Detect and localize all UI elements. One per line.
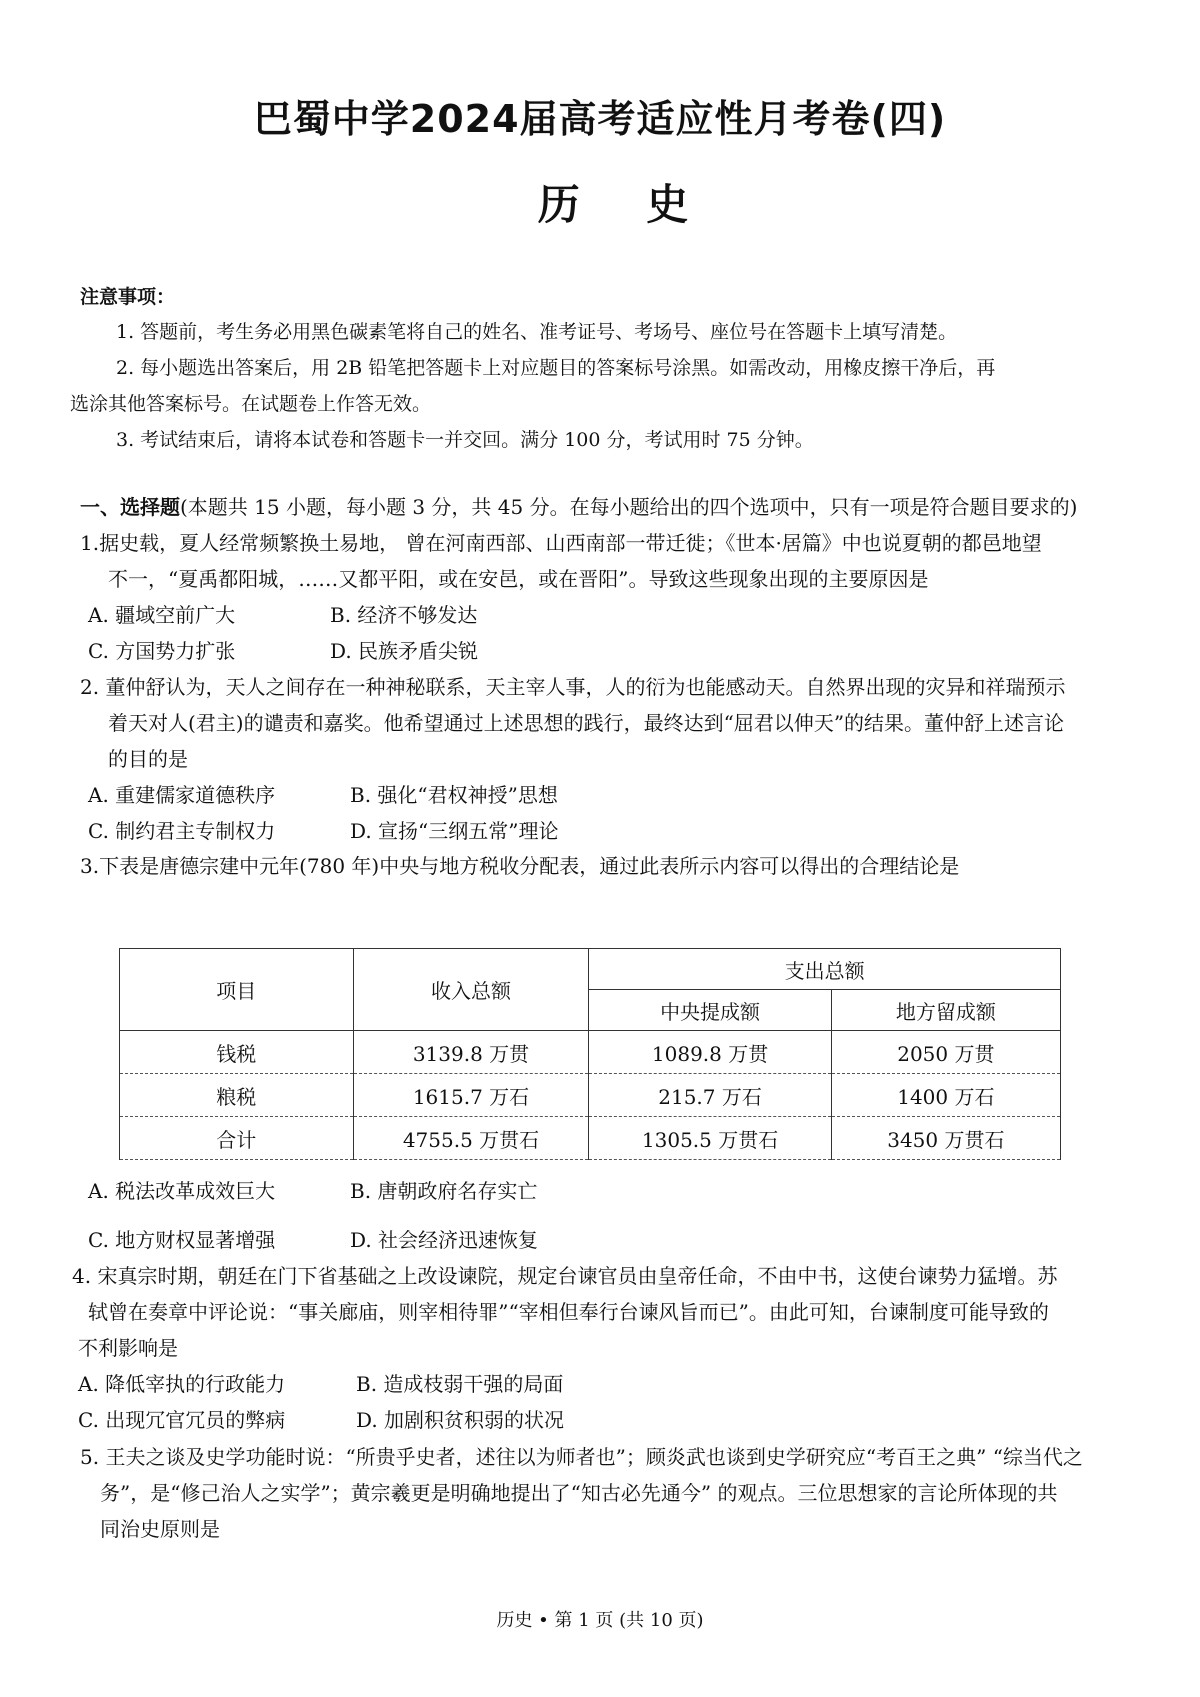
- q5-stem-line2: 务”，是“修己治人之实学”；黄宗羲更是明确地提出了“知古必先通今” 的观点。三位思想家的言论所体现的共: [100, 1481, 1058, 1505]
- header-expense: 支出总额: [589, 949, 1061, 990]
- header-item: 项目: [120, 949, 354, 1031]
- q2-option-d: D. 宣扬“三纲五常”理论: [350, 819, 559, 843]
- q1-option-d: D. 民族矛盾尖锐: [330, 639, 479, 663]
- q3-option-d: D. 社会经济迅速恢复: [350, 1228, 539, 1252]
- q4-stem-line1: 4. 宋真宗时期，朝廷在门下省基础之上改设谏院，规定台谏官员由皇帝任命，不由中书，这使台谏势力猛增。苏: [72, 1264, 1058, 1288]
- table-cell: 钱税: [120, 1031, 354, 1074]
- table-cell: 1305.5 万贯石: [589, 1117, 831, 1160]
- q4-option-b: B. 造成枝弱干强的局面: [356, 1372, 564, 1396]
- table-row: [120, 1074, 1061, 1117]
- q1-option-a: A. 疆域空前广大: [88, 603, 236, 627]
- q3-stem: 3.下表是唐德宗建中元年(780 年)中央与地方税收分配表，通过此表所示内容可以得出的合理结论是: [80, 854, 960, 878]
- header-income: 收入总额: [353, 949, 589, 1031]
- table-row: [120, 1117, 1061, 1160]
- q4-option-c: C. 出现冗官冗员的弊病: [78, 1408, 286, 1432]
- q1-stem-line1: 1.据史载，夏人经常频繁换土易地， 曾在河南西部、山西南部一带迁徙；《世本·居篇》中也说夏朝的都邑地望: [80, 531, 1042, 555]
- table-cell: 1089.8 万贯: [589, 1031, 831, 1074]
- table-cell: 4755.5 万贯石: [353, 1117, 589, 1160]
- q1-option-c: C. 方国势力扩张: [88, 639, 236, 663]
- table-cell: 3139.8 万贯: [353, 1031, 589, 1074]
- header-central: 中央提成额: [589, 990, 831, 1031]
- q2-option-b: B. 强化“君权神授”思想: [350, 783, 558, 807]
- q2-option-a: A. 重建儒家道德秩序: [88, 783, 276, 807]
- q2-stem-line3: 的目的是: [108, 747, 188, 771]
- table-cell: 2050 万贯: [831, 1031, 1060, 1074]
- q2-stem-line2: 着天对人(君主)的谴责和嘉奖。他希望通过上述思想的践行，最终达到“屈君以伸天”的结果。董仲舒上述言论: [108, 711, 1065, 735]
- notice-heading: 注意事项：: [80, 286, 176, 308]
- table-cell: 215.7 万石: [589, 1074, 831, 1117]
- q3-option-c: C. 地方财权显著增强: [88, 1228, 276, 1252]
- notice-item-1: 1. 答题前，考生务必用黑色碳素笔将自己的姓名、准考证号、考场号、座位号在答题卡上填写清楚。: [116, 321, 958, 343]
- q2-option-c: C. 制约君主专制权力: [88, 819, 276, 843]
- table-cell: 1615.7 万石: [353, 1074, 589, 1117]
- section-description: (本题共 15 小题，每小题 3 分，共 45 分。在每小题给出的四个选项中，只有一项是符合题目要求的): [180, 495, 1078, 519]
- section-title: 一、选择题: [80, 495, 180, 519]
- q2-stem-line1: 2. 董仲舒认为，天人之间存在一种神秘联系，天主宰人事，人的衍为也能感动天。自然界出现的灾异和祥瑞预示: [80, 675, 1066, 699]
- q5-stem-line1: 5. 王夫之谈及史学功能时说：“所贵乎史者，述往以为师者也”；顾炎武也谈到史学研究应“考百王之典” “综当代之: [80, 1445, 1083, 1469]
- q3-option-a: A. 税法改革成效巨大: [88, 1179, 276, 1203]
- tax-distribution-table: [119, 948, 1061, 1160]
- notice-item-3: 3. 考试结束后，请将本试卷和答题卡一并交回。满分 100 分，考试用时 75 分钟。: [116, 429, 814, 451]
- exam-title: 巴蜀中学2024届高考适应性月考卷(四): [253, 97, 947, 141]
- notice-item-2-cont: 选涂其他答案标号。在试题卷上作答无效。: [70, 393, 432, 415]
- notice-item-2: 2. 每小题选出答案后，用 2B 铅笔把答题卡上对应题目的答案标号涂黑。如需改动，用橡皮擦干净后，再: [116, 357, 996, 379]
- table-cell: 合计: [120, 1117, 354, 1160]
- header-local: 地方留成额: [831, 990, 1060, 1031]
- table-cell: 1400 万石: [831, 1074, 1060, 1117]
- q1-option-b: B. 经济不够发达: [330, 603, 478, 627]
- table-cell: 粮税: [120, 1074, 354, 1117]
- q4-stem-line2: 轼曾在奏章中评论说：“事关廊庙，则宰相待罪”“宰相但奉行台谏风旨而已”。由此可知，台谏制度可能导致的: [88, 1300, 1049, 1324]
- table-row: [120, 1031, 1061, 1074]
- section-heading: [80, 493, 1077, 521]
- subject-title: 历 史: [537, 180, 715, 229]
- q5-stem-line3: 同治史原则是: [100, 1517, 220, 1541]
- q1-stem-line2: 不一，“夏禹都阳城，……又都平阳，或在安邑，或在晋阳”。导致这些现象出现的主要原因是: [108, 567, 929, 591]
- q4-option-d: D. 加剧积贫积弱的状况: [356, 1408, 565, 1432]
- page-footer: 历史 • 第 1 页 (共 10 页): [496, 1610, 704, 1631]
- q4-stem-line3: 不利影响是: [78, 1336, 178, 1360]
- table-cell: 3450 万贯石: [831, 1117, 1060, 1160]
- q3-option-b: B. 唐朝政府名存实亡: [350, 1179, 538, 1203]
- q4-option-a: A. 降低宰执的行政能力: [78, 1372, 286, 1396]
